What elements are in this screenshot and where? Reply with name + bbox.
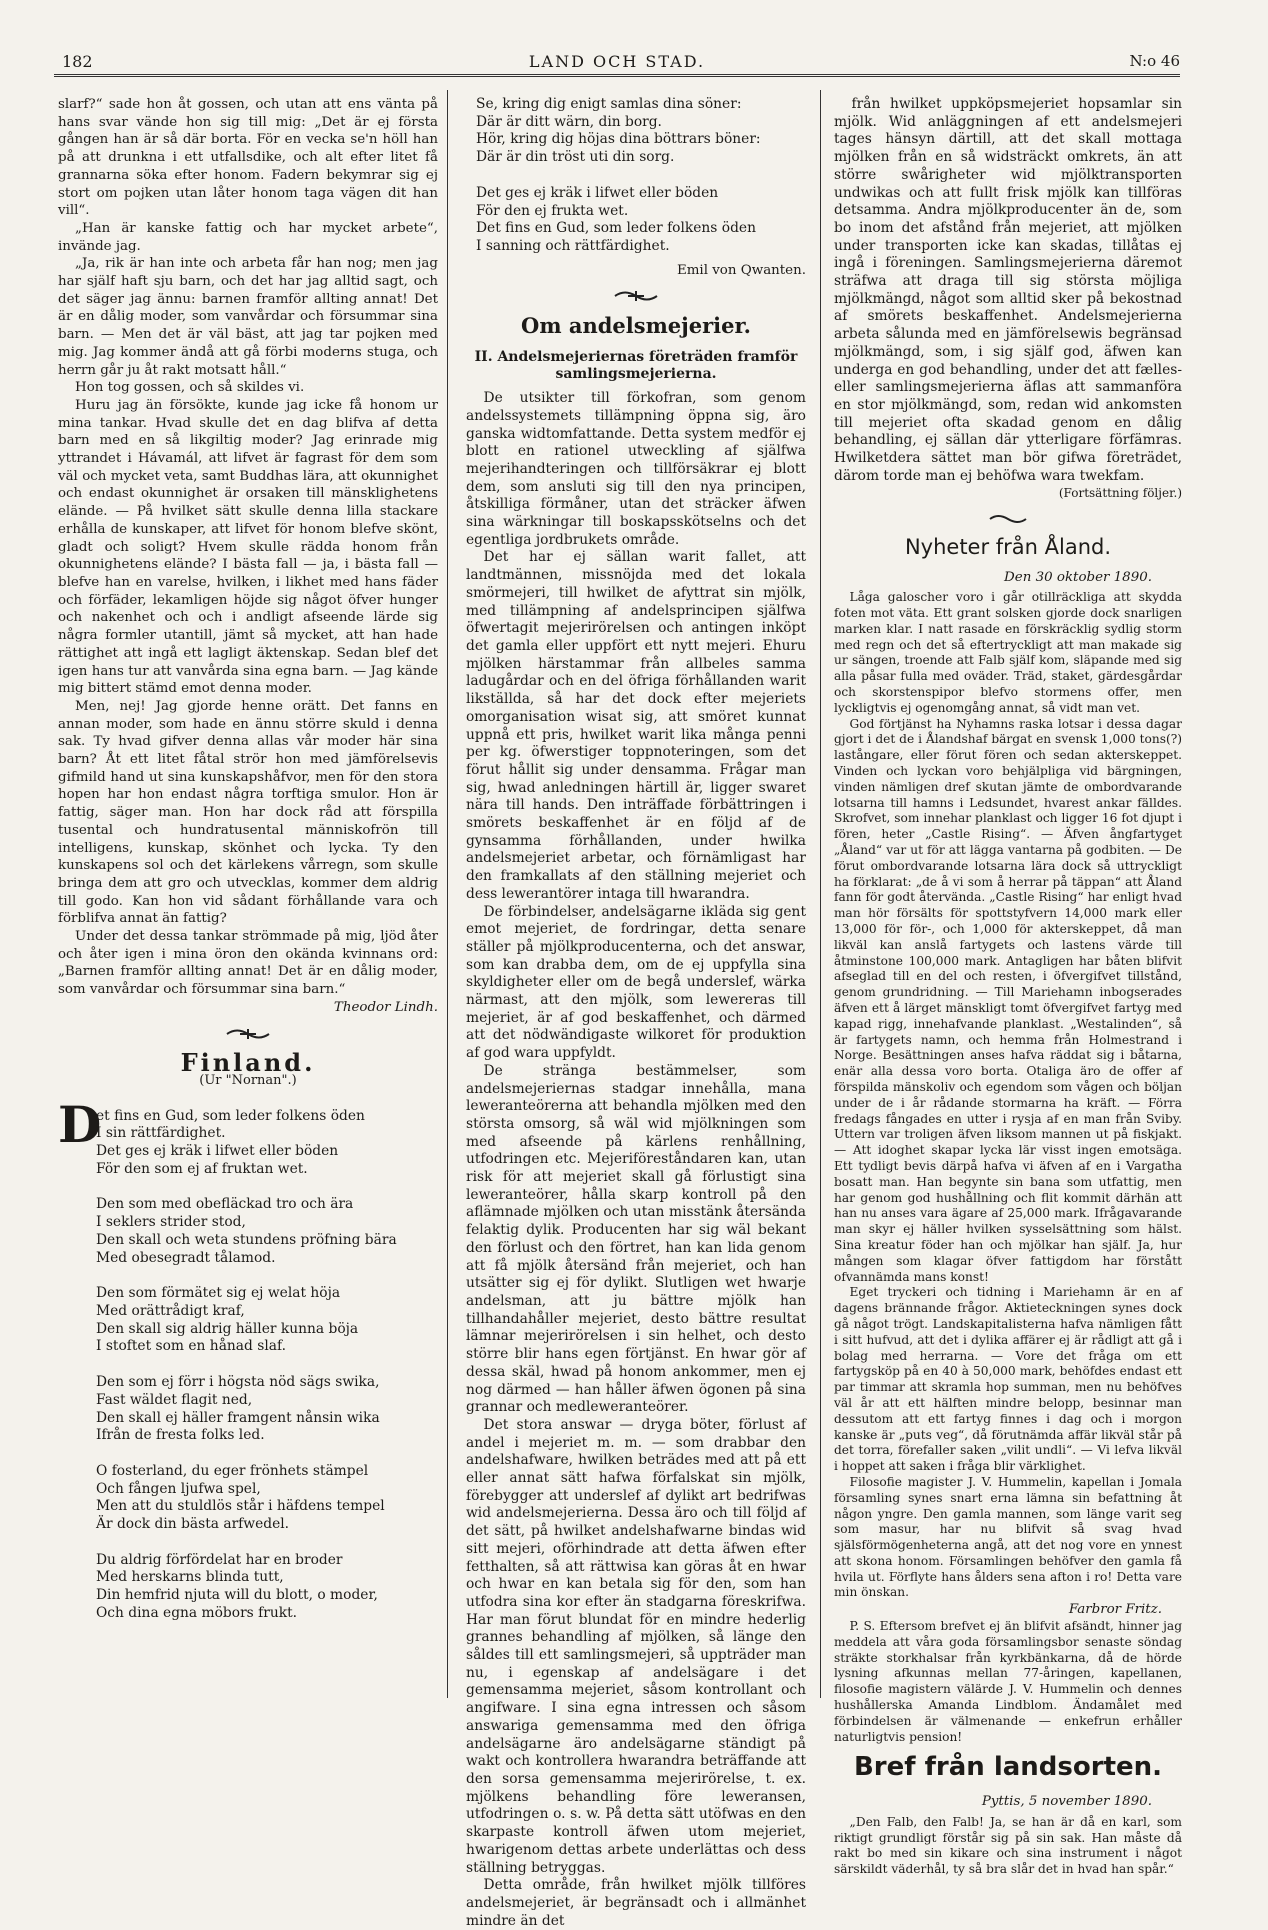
poem-line: Där är din tröst uti din sorg.	[476, 149, 675, 166]
paragraph: De stränga bestämmelser, som andelsmejeriernas stadgar innehålla, mana leweranteörerna att behandla mjölken med den största omsorg, så wäl wid mjölkningen som med afseende på kärlens renhållning, utfodringen etc. Mejeriföreståndaren kan, utan risk för att mejeriet skall gå förlustigt sina leweranteörer, hålla skarp kontroll på den aflämnade mjölken och utan misstänk återsända felaktig dylik. Producenten har sig wäl bekant den förlust och den förtret, han kan lida genom att få mjölk återsänd från mejeriet, och han utsätter sig ej för dylikt. Slutligen wet hwarje andelsman, att ju bättre mjölk han tillhandahåller mejeriet, desto bättre resultat lämnar mejerirörelsen i sin helhet, och desto större blir hans egen förtjänst. En hwar gör af dessa skäl, hwad på honom ankommer, men ej nog därmed — han håller äfwen ögonen på sina grannar och medleweranteörer.	[466, 1062, 806, 1416]
poem-line: Med orättrådigt kraf,	[96, 1303, 245, 1319]
poem-line: Det ges ej kräk i lifwet eller böden	[476, 184, 719, 201]
poem-line: Den som förmätet sig ej welat höja	[96, 1285, 341, 1302]
poem-line: Och dina egna möbors frukt.	[96, 1604, 298, 1621]
poem-line: Se, kring dig enigt samlas dina söner:	[476, 96, 742, 112]
poem-line: Men att du stuldlös står i häfdens tempel	[96, 1498, 385, 1515]
poem-line: I seklers strider stod,	[96, 1214, 246, 1231]
column-divider	[820, 90, 821, 1698]
poem-line: Det ges ej kräk i lifwet eller böden	[96, 1143, 339, 1160]
bref-heading: Bref från landsorten.	[853, 1752, 1163, 1783]
news-body	[834, 590, 1182, 1601]
masthead: LAND OCH STAD.	[528, 52, 706, 71]
poem-line: Det fins en Gud, som leder folkens öden	[476, 220, 756, 237]
poem-line: För den ej frukta wet.	[476, 202, 629, 219]
poem-continued	[476, 96, 806, 256]
poem-line: I sanning och rättfärdighet.	[476, 237, 670, 254]
poem-line: Där är ditt wärn, din borg.	[476, 113, 662, 130]
poem-line: O fosterland, du eger frönhets stämpel	[96, 1462, 369, 1479]
news-date: Den 30 oktober 1890.	[1004, 569, 1152, 585]
poem-line: Den skall ej häller framgent nånsin wika	[96, 1409, 380, 1426]
poem-line: Och fången ljufwa spel,	[96, 1480, 261, 1497]
paragraph: Det stora answar — dryga böter, förlust af andel i mejeriet m. m. — som drabbar den andelshafware, hwilken beträdes med att på ett eller annat sätt hafwa förfalskat sin mjölk, förebygger att underslef af dylikt art bedrifwas wid andelsmejerierna. Dessa äro och till följd af det sätt, på hwilket andelshafwarne bindas wid sitt mejeri, oförhindrade att detta äfwen efter fetthalten, så att rättwisa kan göras åt en hwar och hwar en kan betala sig för den, som han utfodra sina kor efter än stadgarna föreskrifwa. Har man förut blundat för en mindre hederlig grannes behandling af mjölken, så länge den såldes till ett samlingsmejeri, så uppträder man nu, i egenskap af andelsägare i det gemensamma mejeriet, såsom kontrollant och angifware. I sina egna intressen och såsom answariga gemensamma med den öfriga andelsägarne äro andelsägarne ständigt på wakt och kontrollera hwarandra beträffande att den sorsa gemensamma mejerirörelse, t. ex. mjölkens behandling före leweransen, utfodringen o. s. w. På detta sätt utöfwas en den skarpaste kontroll äfwen utom mejeriet, hwarigenom dettas arbete underlättas och dess ställning betryggas.	[466, 1416, 806, 1876]
column-1	[58, 96, 438, 1641]
poem-stanza	[96, 1108, 438, 1179]
poem-stanza	[476, 96, 806, 167]
poem-line: För den som ej af fruktan wet.	[96, 1160, 308, 1177]
article-subheading: II. Andelsmejeriernas företräden framför samlingsmejerierna.	[474, 348, 798, 383]
poem-line: Den som ej förr i högsta nöd sägs swika,	[96, 1374, 380, 1391]
ornament	[58, 1027, 438, 1047]
poem-line: Du aldrig förfördelat har en broder	[96, 1551, 343, 1568]
paragraph: Men, nej! Jag gjorde henne orätt. Det fanns en annan moder, som hade en ännu större skuld i denna sak. Ty hvad gifver denna allas vår moder här sina barn? Åt ett litet fåtal strör hon med jämförelsevis gifmild hand ut sina kunskapshåfvor, men för den stora hopen har hon endast några torftiga smulor. Hon är fattig, säger man. Hon har dock råd att förspilla tusental och hundratusental människofrön till intelligens, kunskap, skönhet och lycka. Ty den kunskapens sol och det kärlekens vårregn, som skulle bringa dem att gro och utvecklas, kommer dem aldrig till godo. Kan hon vid sådant förhållande vara och förblifva annat än fattig?	[58, 698, 438, 927]
column-3	[834, 96, 1182, 1878]
poem-stanza	[476, 185, 806, 256]
poem-stanza	[96, 1285, 438, 1356]
article-body	[466, 390, 806, 1930]
paragraph: Detta område, från hwilket mjölk tillföres andelsmejeriet, är begränsadt och i allmänhet mindre än det	[466, 1877, 806, 1929]
paragraph: „Han är kanske fattig och har mycket arbete“, invände jag.	[58, 220, 438, 254]
paragraph: God förtjänst ha Nyhamns raska lotsar i dessa dagar gjort i det de i Ålandshaf bärgat en svensk 1,000 tons(?) lastångare, eller förut fören och sedan akterskeppet. Vinden och lyckan voro behjälpliga vid bärgningen, vinden nämligen dref skutan jämte de ombordvarande lotsarna till hamns i Ledsundet, hvarest ankar fälldes. Skrofvet, som innehar planklast och ligger 16 fot djupt i fören, heter „Castle Rising“. — Äfven ångfartyget „Åland“ var ut för att lägga vantarna på godbiten. — De förut ombordvarande lotsarna lära dock så uttryckligt ha förklarat: „de å vi som å herrar på täppan“ att Åland fann för godt återvända. „Castle Rising“ har enligt hvad man hör försälts för spottstyfvern 14,000 mark eller 13,000 för för-, och 1,000 för akterskeppet, då man likväl kan anslå fartygets och lastens värde till åtminstone 100,000 mark. Antagligen har båten blifvit afseglad till en del och resten, i öfvergifvet tillstånd, genom grundridning. — Till Mariehamn inbogserades äfven ett å lärget mänskligt tomt öfvergifvet fartyg med kapad rigg, innehafvande planklast. „Westalinden“, så är fartygets namn, och hemma från Holmestrand i Norge. Besättningen anses hafva räddat sig i båtarna, enär alla dessa voro borta. Otaliga äro de offer af förspilda mänskoliv och egendom som vågen och böljan under de i år rådande stormarna ha kräft. — Förra fredags fångades en utter i rysja af en man från Sviby. Uttern var troligen äfven liksom mannen ut på fiskjakt. — Att idoghet skapar lycka lär visst ingen emotsäga. Ett tydligt bevis därpå hafva vi äfven af en i Vargatha bosatt man. Han begynte sin bana som utfattig, men har genom god hushållning och flit kommit därhän att han nu anses vara ägare af 25,000 mark. Ifrågavarande man skyr ej häller hvilken sysselsättning som hälst. Sina kreatur föder han och mjölkar han själf. Ja, hur mången som klagar öfver fattigdom har förstått ofvannämda mans konst!	[834, 716, 1182, 1284]
news-heading: Nyheter från Åland.	[904, 534, 1112, 559]
poem-line: Den skall sig aldrig häller kunna böja	[96, 1320, 359, 1337]
poem-line: Med obesegradt tålamod.	[96, 1249, 276, 1266]
news-signature: Farbror Fritz.	[1068, 1602, 1162, 1618]
paragraph: Hon tog gossen, och så skildes vi.	[75, 380, 305, 396]
source-note: (Ur "Nornan".)	[199, 1072, 297, 1088]
page-header	[54, 44, 1180, 74]
poem-line: I sin rättfärdighet.	[96, 1125, 226, 1142]
page-number: 182	[62, 52, 93, 71]
poem-line: et fins en Gud, som leder folkens öden	[96, 1107, 365, 1124]
article-heading: Om andelsmejerier.	[521, 313, 751, 339]
poem-line: Din hemfrid njuta will du blott, o moder,	[96, 1587, 378, 1604]
column-2	[466, 96, 806, 1930]
column-divider	[447, 90, 448, 1698]
drop-cap: D	[58, 1094, 102, 1154]
signature: Theodor Lindh.	[333, 999, 438, 1015]
poem-signature: Emil von Qwanten.	[676, 262, 806, 278]
poem-line: I stoftet som en hånad slaf.	[96, 1338, 286, 1355]
poem-stanza	[96, 1374, 438, 1445]
ornament	[834, 513, 1182, 531]
paragraph: Huru jag än försökte, kunde jag icke få honom ur mina tankar. Hvad skulle det en dag blifva af detta barn med en så likgiltig moder? Jag erinrade mig yttrandet i Hávamál, att lifvet är fagrast för dem som väl och mycket veta, samt Buddhas lära, att okunnighet och endast okunnighet är orsaken till mänsklighetens elände. — På hvilket sätt skulle denna lilla stackare erhålla de kunskaper, att lifvet för honom blefve skönt, gladt och soligt? Hvem skulle rädda honom från okunnighetens elände? I bästa fall — ja, i bästa fall — blefve han en varelse, hvilken, i likhet med hans fäder och förfäder, lekamligen höjde sig något öfver hunger och nakenhet och och i andligt afseende lärde sig några formler utantill, jämt så mycket, att han hade rättighet att ingå ett lagligt äktenskap. Sedan blef det igen hans tur att vanvårda sina egna barn. — Jag kände mig bittert stämd emot denna moder.	[58, 397, 438, 697]
bref-text: „Den Falb, den Falb! Ja, se han är då en karl, som riktigt grundligt förstår sig på sin sak. Han måste då rakt bo med sin kikare och sina instrument i något särskildt väderhål, ty så bra slår det in hvad han spår.“	[834, 1814, 1182, 1877]
postscript: P. S. Eftersom brefvet ej än blifvit afsändt, hinner jag meddela att våra goda församlingsbor senaste söndag sträkte storkhalsar från kyrkbänkarna, då de hörde lysning afkunnas mellan 77-åringen, kapellanen, filosofie magistern välärde J. V. Hummelin och dennes hushållerska Amanda Lindblom. Ändamålet med förbindelsen är välmenande — enkefrun erhåller naturligtvis pension!	[834, 1618, 1182, 1744]
paragraph: De utsikter till förkofran, som genom andelssystemets tillämpning öppna sig, äro ganska widtomfattande. Detta system medför ej blott en rationel utweckling af själfwa mejerihandteringen och tillförsäkrar ej blott dem, som ansluti sig till den nya principen, åtskilliga förmåner, utan det sträcker äfwen sina wärkningar till boskapsskötselns och det egentliga jordbrukets område.	[466, 390, 806, 548]
paragraph: slarf?“ sade hon åt gossen, och utan att ens vänta på hans svar vände hon sig till mig: „Det är ej första gången han är så där borta. För en vecka se'n höll han på att drunkna i ett utfallsdike, och alt efter litet få grannarna söka efter honom. Fadern bekymrar sig ej stort om pojken utan låter honom taga vägen dit han vill“.	[58, 97, 438, 219]
paragraph: Det har ej sällan warit fallet, att landtmännen, missnöjda med det lokala smörmejeri, till hwilket de afyttrat sin mjölk, med tillämpning af andelsprincipen själfwa öfwertagit mejerirörelsen och antingen inköpt det gamla eller uppfört ett nytt mejeri. Ehuru mjölken härstammar från allbeles samma ladugårdar och en del öfriga förhållanden warit likställda, så har det dock efter mejeriets omorganisation wisat sig, att smöret kunnat uppnå ett pris, hwilket warit lika många penni per kg. öfwerstiger toppnoteringen, som det förut hållit sig under densamma. Frågar man sig, hwad anledningen härtill är, ligger swaret nära till hands. Den inträffade förbättringen i smörets beskaffenhet är en följd af de gynsamma förhållanden, under hwilka andelsmejeriet arbetar, och förnämligast har den framkallats af den ställning mejeriet och dess lewerantörer intaga till hwarandra.	[466, 549, 806, 902]
poem-line: Är dock din bästa arfwedel.	[96, 1516, 290, 1533]
paragraph: Eget tryckeri och tidning i Mariehamn är en af dagens brännande frågor. Aktieteckningen synes dock gå något trögt. Landskapitalisterna hafva nämligen fått i sitt hufvud, att det i dylika affärer ej är rådligt att gå i bolag med herrarna. — Vore det fråga om ett fartygsköp på en 40 à 50,000 mark, behöfdes endast ett par timmar att skramla hop summan, men nu behöfves väl år att ett hälften mindre belopp, besinnar man dessutom att ett fartyg finnes i dag och i morgon kanske är „puts veg“, då förutnämda affär likväl står på det torra, förefaller saken „vilit undli“. — Vi lefva likväl i hoppet att saken i fråga blir värklighet.	[834, 1285, 1182, 1474]
poem-line: Hör, kring dig höjas dina böttrars böner:	[476, 131, 761, 148]
paragraph: Låga galoscher voro i går otillräckliga att skydda foten mot väta. Ett grant solsken gjorde dock snarligen marken klar. I natt rasade en förskräcklig sydlig storm med regn och det så eftertryckligt att man makade sig ur sängen, troende att Falb själf kom, släpande med sig alla påsar fulla med oväder. Träd, staket, gärdesgårdar och skorstenspipor blefvo stormens offer, men lyckligtvis ej ogenomgång annat, så vidt man vet.	[834, 590, 1182, 715]
paragraph: „Ja, rik är han inte och arbeta får han nog; men jag har själf haft sju barn, och det har jag alltid sagt, och det säger jag ännu: barnen framför allting annat! Det är en dålig moder, som vanvårdar och försummar sina barn. — Men det är väl bäst, att jag tar pojken med mig. Jag kommer ändå att gå förbi moderns stuga, och herrn går ju åt rakt motsatt håll.“	[58, 256, 438, 378]
paragraph: Under det dessa tankar strömmade på mig, ljöd åter och åter igen i mina öron den okända kvinnans ord: „Barnen framför allting annat! Det är en dålig moder, som vanvårdar och försummar sina barn.“	[58, 929, 438, 998]
poem-body	[96, 1108, 438, 1623]
bref-date: Pyttis, 5 november 1890.	[981, 1794, 1152, 1810]
paragraph: Filosofie magister J. V. Hummelin, kapellan i Jomala församling synes snart erna lämna sin befattning åt någon yngre. Den gamla mannen, som länge varit seg som masur, har nu blifvit så svag hvad själsförmögenheterna angå, att det nog vore en ynnest att skona honom. Församlingen behöfver den gamla få hvila ut. Förflyte hans ålders sena afton i ro! Detta vare min önskan.	[834, 1474, 1182, 1600]
poem-line: Ifrån de fresta folks led.	[96, 1427, 265, 1444]
poem-stanza	[96, 1552, 438, 1623]
paragraph: De förbindelser, andelsägarne ikläda sig gent emot mejeriet, de fordringar, detta senare ställer på mjölkproducenterna, och det answar, som kan drabba dem, om de ej uppfylla sina skyldigheter eller om de begå underslef, wärka närmast, att den mjölk, som lewereras till mejeriet, är af god beskaffenhet, och därmed att det nödwändigaste wilkoret för produktion af god wara uppfyldt.	[466, 903, 806, 1062]
paragraph: från hwilket uppköpsmejeriet hopsamlar sin mjölk. Wid anläggningen af ett andelsmejeri tages hänsyn därtill, att det skall mottaga mjölken från en så widsträckt omkrets, än att större swårigheter wid mjölktransporten undwikas och att fullt frisk mjölk kan tillföras detsamma. Andra mjölkproducenter än de, som bo inom det afstånd från mejeriet, att mjölken under transporten icke kan skadas, tillåtas ej ingå i föreningen. Samlingsmejerierna däremot sträfwa att draga till sig största möjliga mjölkmängd, något som alltid sker på bekostnad af smörets beskaffenhet. Andelsmejerierna arbeta sålunda med en jämförelsewis begränsad mjölkmängd, som, i sig själf god, äfwen kan underga en god behandling, under det att fælles- eller samlingsmejerierna äflas att sammanföra en stor mjölkmängd, som, redan wid ankomsten till mejeriet ofta skadad genom en dålig behandling, ej sällan där ytterligare förfämras. Hwilketdera sättet man bör gifwa företrädet, därom torde man ej behöfwa wara twekfam.	[834, 96, 1182, 484]
poem-line: Den som med obefläckad tro och ära	[96, 1196, 354, 1213]
section-title-finland: Finland.	[180, 1048, 316, 1078]
issue-number: N:o 46	[1129, 52, 1180, 70]
continued-note: (Fortsättning följer.)	[1058, 486, 1182, 501]
header-rule	[54, 74, 1180, 77]
article-continuation	[834, 96, 1182, 485]
poem-line: Den skall och weta stundens pröfning bära	[96, 1231, 397, 1248]
poem-line: Fast wäldet flagit ned,	[96, 1391, 253, 1408]
poem-stanza	[96, 1196, 438, 1267]
poem-finland	[58, 1094, 438, 1623]
ornament	[466, 289, 806, 309]
poem-line: Med herskarns blinda tutt,	[96, 1569, 284, 1586]
poem-stanza	[96, 1463, 438, 1534]
